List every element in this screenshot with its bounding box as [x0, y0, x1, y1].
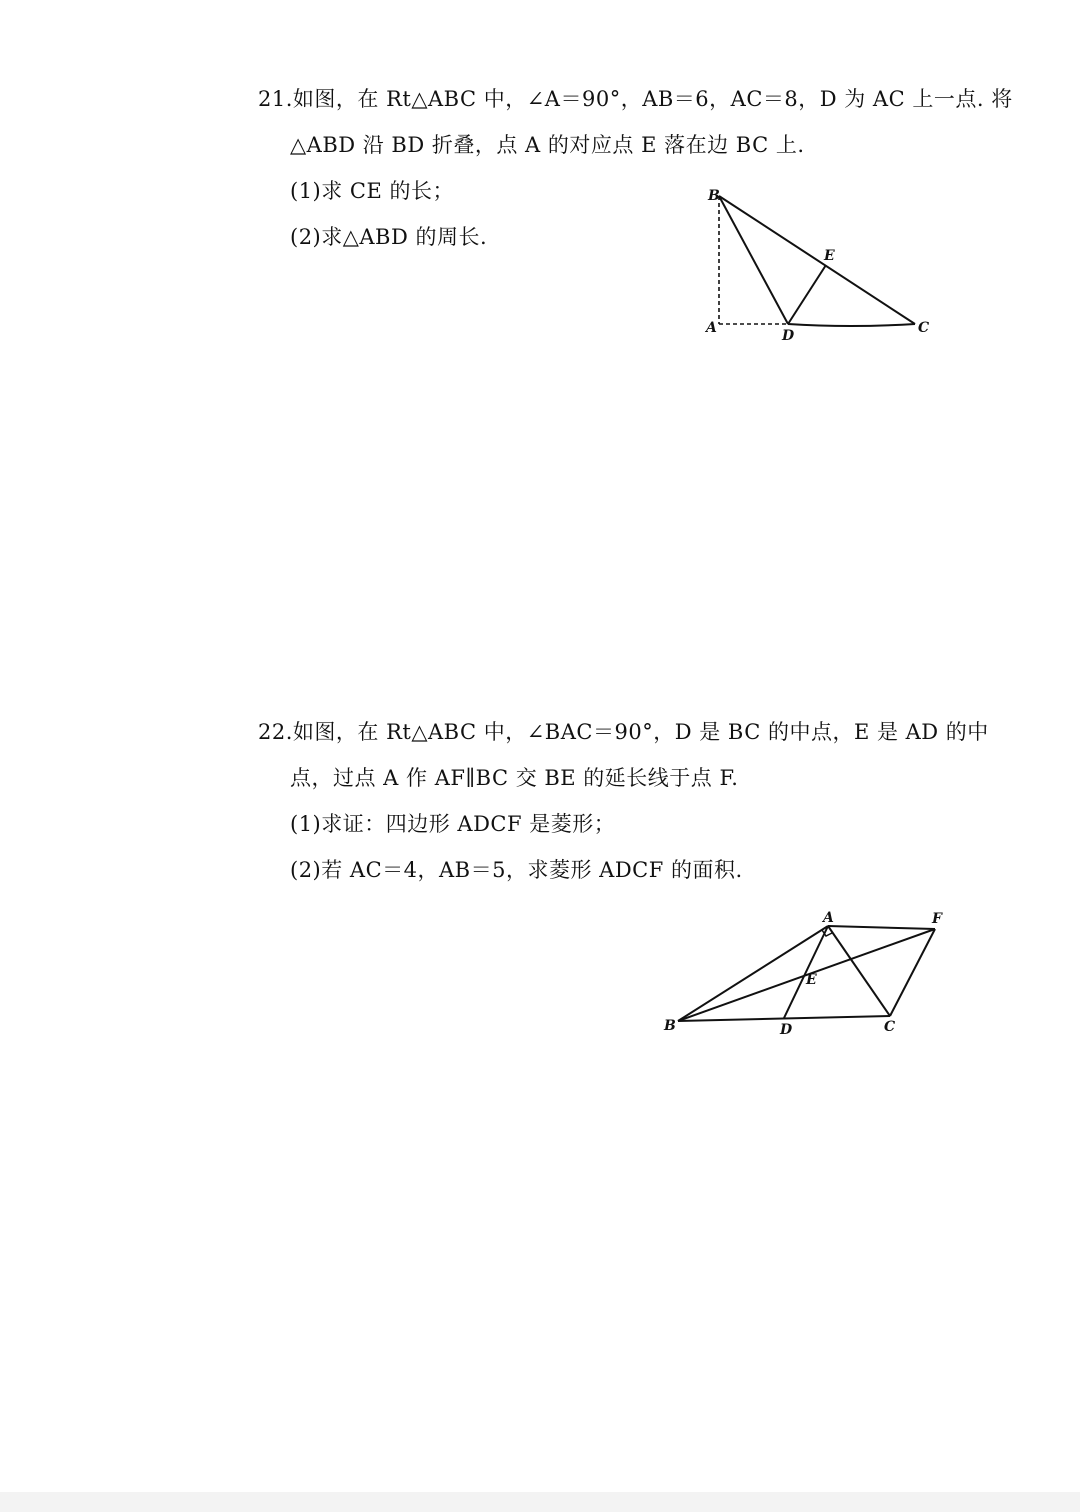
fig21-segment-DE	[788, 265, 826, 324]
fig21-label-A: A	[706, 320, 717, 336]
fig21-segment-DC	[788, 324, 915, 326]
fig22-label-D: D	[780, 1022, 793, 1038]
fig22-segment-AF	[828, 926, 935, 929]
problem-22	[258, 709, 989, 893]
fig21-segment-BD	[719, 196, 788, 324]
problem-22-stem-text1: 如图，在 Rt△ABC 中，∠BAC＝90°，D 是 BC 的中点，E 是 AD 的中	[292, 720, 989, 744]
fig21-label-B: B	[708, 188, 720, 204]
problem-22-stem-line1	[258, 709, 989, 755]
fig22-label-F: F	[932, 911, 942, 927]
fig22-label-B: B	[664, 1018, 676, 1034]
problem-21-part2: (2)求△ABD 的周长.	[290, 225, 488, 249]
problem-21-stem-text1: 如图，在 Rt△ABC 中，∠A＝90°，AB＝6，AC＝8，D 为 AC 上一点. 将	[292, 87, 1013, 111]
problem-21-stem-line2: △ABD 沿 BD 折叠，点 A 的对应点 E 落在边 BC 上.	[290, 133, 805, 157]
problem-22-part1: (1)求证：四边形 ADCF 是菱形；	[290, 812, 616, 836]
problem-21-part1: (1)求 CE 的长；	[290, 179, 454, 203]
problem-22-part2: (2)若 AC＝4，AB＝5，求菱形 ADCF 的面积.	[290, 858, 743, 882]
fig21-label-E: E	[824, 248, 835, 264]
problem-22-stem-line2: 点，过点 A 作 AF∥BC 交 BE 的延长线于点 F.	[290, 766, 739, 790]
fig21-segment-BC	[719, 196, 915, 324]
fig22-label-A: A	[823, 910, 834, 926]
fig22-label-E: E	[806, 972, 817, 988]
problem-22-number: 22.	[258, 720, 293, 744]
fig21-label-C: C	[918, 320, 930, 336]
problem-21-number: 21.	[258, 87, 293, 111]
fig21-label-D: D	[782, 328, 795, 344]
problem-21-stem-line1	[258, 76, 1013, 122]
fig22-segment-AC	[828, 926, 890, 1016]
fig22-label-C: C	[884, 1019, 896, 1035]
problem-21-figure	[700, 182, 940, 352]
page-bottom-band	[0, 1492, 1080, 1512]
problem-22-figure	[660, 906, 960, 1046]
